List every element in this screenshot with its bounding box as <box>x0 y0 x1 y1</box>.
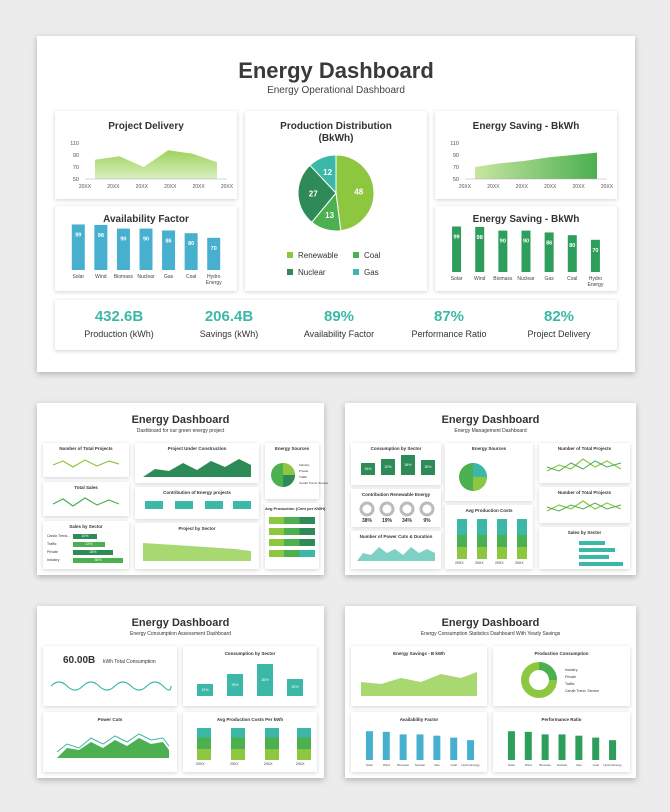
energy-saving-area-chart <box>435 111 617 199</box>
availability-factor-chart <box>55 206 237 291</box>
thumb1-under-construction-card <box>135 443 259 483</box>
thumb2-sales-bar <box>579 541 605 545</box>
thumb1-sector-label: Industry <box>47 558 60 562</box>
thumb2-bar: 36% <box>401 455 415 475</box>
availability-bar-label: 99 <box>75 232 82 239</box>
energy-saving-ytick: 50 <box>452 177 459 183</box>
energy-saving-bar <box>545 232 554 272</box>
thumb1-stack-bar <box>269 550 315 557</box>
legend-gas: Gas <box>353 268 379 277</box>
thumb1-contrib-box <box>175 501 193 509</box>
thumb3-bar: 25% <box>227 674 243 696</box>
energy-saving-ytick: 70 <box>452 165 459 171</box>
thumb4-availability-category: Nuclear <box>414 763 426 767</box>
thumb4-performance-category: Coal <box>592 763 599 767</box>
thumb1-energy-sources-card <box>265 443 329 499</box>
thumb2-energy-sources-card <box>445 443 533 501</box>
pie-slice-label: 48 <box>354 187 364 197</box>
main-slide <box>37 36 635 372</box>
thumb4-card-title: Production Consumption <box>534 651 589 656</box>
thumb2-consumption-card <box>351 443 441 485</box>
thumb2-year: 20XX <box>455 561 464 565</box>
pie-slice-label: 27 <box>308 189 318 199</box>
thumb4-availability-bar <box>383 732 390 760</box>
thumb2-card-title: Energy Sources <box>471 446 507 451</box>
production-pie-chart <box>245 111 427 291</box>
thumb4-source-label: Caruth Trend. Service <box>565 689 600 693</box>
thumb1-project-sector-card <box>135 523 259 569</box>
thumb2-contrib-label: 38% <box>361 518 372 524</box>
thumb1-sales-sector-card <box>43 521 129 569</box>
availability-factor-title: Availability Factor <box>103 214 189 225</box>
energy-saving-category: Nuclear <box>517 276 535 282</box>
thumb2-stack <box>497 519 507 559</box>
thumb1-source-label: Private <box>299 469 309 473</box>
thumb4-availability-bar <box>450 738 457 760</box>
kpi-delivery-value: 82% <box>543 308 575 325</box>
thumb1-contribution-card <box>135 487 259 519</box>
energy-saving-bar <box>522 231 531 272</box>
thumb3-avg-costs-card <box>183 712 317 772</box>
availability-factor-card <box>55 206 237 291</box>
energy-saving-bar-title: Energy Saving - BkWh <box>472 214 580 225</box>
main-subtitle: Energy Operational Dashboard <box>267 85 405 96</box>
thumb2-card-title: Number of Total Projects <box>557 446 612 451</box>
energy-saving-category: Wind <box>474 276 486 282</box>
thumb4-availability-bar <box>467 740 474 760</box>
project-delivery-xtick: 20XX <box>220 184 234 190</box>
thumb3-bar: 20% <box>287 679 303 696</box>
thumb1-sector-label: Traffic <box>47 542 57 546</box>
production-distribution-unit: (BkWh) <box>318 133 354 144</box>
availability-category: Wind <box>95 274 107 280</box>
thumb1-stack-bar <box>269 528 315 535</box>
availability-bar-label: 70 <box>210 245 217 252</box>
kpi-savings-label: Savings (kWh) <box>199 329 259 339</box>
thumb4-title: Energy Dashboard <box>441 617 540 629</box>
thumb1-card-title: Total Sales <box>74 485 98 490</box>
thumb3-bar: 15% <box>197 684 213 696</box>
availability-bar <box>207 238 220 270</box>
thumb3-stack <box>197 728 211 760</box>
thumb1-contrib-box <box>145 501 163 509</box>
thumb2-total-projects-card-2 <box>539 487 630 523</box>
thumb2-subtitle: Energy Management Dashboard <box>454 428 527 434</box>
thumb4-card-title: Availability Factor <box>399 717 439 722</box>
thumb3-year: 20XX <box>296 762 305 766</box>
thumb2-sales-bar <box>579 555 609 559</box>
availability-category: Biomass <box>113 274 134 280</box>
thumb4-subtitle: Energy Consumption Statistics Dashboard With Yearly Savings <box>420 631 561 637</box>
thumb4-availability-category: Wind <box>382 763 390 767</box>
thumb4-availability-bar <box>366 731 373 760</box>
thumb1-card-title: Project Under Construction <box>167 446 227 451</box>
thumb2-card-title: Number of Total Projects <box>557 490 612 495</box>
thumb4-performance-category: Hydro Energy <box>603 763 622 767</box>
availability-category: Gas <box>163 274 174 280</box>
thumbnail-slide-3 <box>37 606 324 778</box>
thumb3-year: 20XX <box>264 762 273 766</box>
thumb4-performance-category: Gas <box>576 763 582 767</box>
thumb1-card-title: Project by Sector <box>178 526 216 531</box>
thumb2-sales-bar <box>579 548 615 552</box>
thumb4-source-label: Industry <box>565 668 578 672</box>
thumb2-stack <box>457 519 467 559</box>
thumb3-power-cuts-card <box>43 712 177 772</box>
thumb3-bar: 36% <box>257 664 273 696</box>
thumb2-sales-bar <box>579 562 623 566</box>
thumb3-year: 20XX <box>230 762 239 766</box>
thumb2-stack <box>517 519 527 559</box>
thumb2-avg-costs-card <box>445 505 533 569</box>
project-delivery-ytick: 50 <box>72 177 79 183</box>
project-delivery-area <box>95 150 217 179</box>
energy-saving-bar-label: 80 <box>569 243 576 250</box>
thumb1-card-title: Sales by Sector <box>69 524 103 529</box>
thumb3-title: Energy Dashboard <box>131 617 230 629</box>
project-delivery-xtick: 20XX <box>78 184 92 190</box>
thumb4-availability-category: Gas <box>434 763 440 767</box>
thumb4-performance-category: Wind <box>524 763 532 767</box>
thumb1-card-title: Contribution of Energy projects <box>163 490 231 495</box>
thumb4-availability-category: Hydro Energy <box>461 763 480 767</box>
thumb4-performance-bar <box>508 731 515 760</box>
availability-bar <box>117 229 130 270</box>
project-delivery-xtick: 20XX <box>192 184 205 190</box>
thumb1-title: Energy Dashboard <box>131 414 230 426</box>
availability-bar-label: 90 <box>142 236 150 243</box>
energy-saving-xtick: 20XX <box>600 184 614 190</box>
thumb4-performance-bar <box>609 740 616 760</box>
thumb2-bar: 20% <box>381 459 395 475</box>
thumb3-stack <box>265 728 279 760</box>
availability-category: Energy <box>205 280 222 286</box>
energy-saving-bar <box>568 235 577 272</box>
thumb1-total-sales-card <box>43 482 129 516</box>
availability-bar-label: 98 <box>97 232 104 239</box>
thumb4-availability-category: Coal <box>450 763 457 767</box>
availability-bar-label: 90 <box>120 236 127 243</box>
thumb2-card-title: Sales by Sector <box>567 530 602 535</box>
energy-saving-category: Biomass <box>493 276 513 282</box>
energy-saving-line-title: Energy Saving - BkWh <box>472 121 580 132</box>
thumb1-stack-bar <box>269 539 315 546</box>
energy-saving-ytick: 110 <box>450 141 459 147</box>
energy-saving-bar <box>498 231 507 272</box>
availability-category: Nuclear <box>137 274 155 280</box>
kpi-row <box>55 300 617 350</box>
thumb1-sector-bar: 35% <box>73 558 123 563</box>
project-delivery-chart <box>55 111 237 199</box>
energy-saving-bar-chart <box>435 206 617 291</box>
thumb3-stack <box>231 728 245 760</box>
thumb1-source-label: Caruth Trend. Service <box>299 481 329 485</box>
thumb1-card-title: Number of Total Projects <box>59 446 113 451</box>
pie-slice-label: 13 <box>325 210 335 220</box>
energy-saving-category: Hydro <box>588 276 603 282</box>
energy-saving-bar-label: 90 <box>522 238 530 245</box>
availability-category: Hydro <box>207 274 221 280</box>
thumb2-stack <box>477 519 487 559</box>
thumb4-performance-category: Nuclear <box>556 763 568 767</box>
energy-saving-bar-label: 98 <box>476 234 483 241</box>
energy-saving-category: Energy <box>587 282 604 288</box>
energy-saving-bar <box>452 226 461 272</box>
production-distribution-card <box>245 111 427 291</box>
thumbnail-slide-2 <box>345 403 636 575</box>
energy-saving-xtick: 20XX <box>487 184 500 190</box>
project-delivery-title: Project Delivery <box>108 121 184 132</box>
production-distribution-title: Production Distribution <box>280 121 392 132</box>
energy-saving-category: Coal <box>567 276 578 282</box>
thumb1-avg-production-card <box>265 503 326 569</box>
energy-saving-category: Solar <box>450 276 463 282</box>
thumb2-bar: 15% <box>361 463 375 475</box>
thumbnail-slide-1 <box>37 403 329 575</box>
energy-saving-xtick: 20XX <box>544 184 557 190</box>
thumb4-availability-bar <box>433 736 440 760</box>
availability-bar-label: 86 <box>165 238 172 245</box>
thumb3-consumption-card <box>183 646 317 706</box>
thumb2-year: 20XX <box>495 561 504 565</box>
thumb2-contrib-label: 19% <box>381 518 392 524</box>
energy-saving-category: Gas <box>544 276 554 282</box>
kpi-availability-label: Availability Factor <box>303 329 375 339</box>
project-delivery-card <box>55 111 237 199</box>
kpi-performance-value: 87% <box>433 308 465 325</box>
thumb3-card-title: Avg Production Costs Per kWh <box>216 717 284 722</box>
thumb3-total-value: 60.00B <box>63 655 96 666</box>
thumb3-card-title: Power Cuts <box>97 717 123 722</box>
thumb4-card-title: Performance Ratio <box>541 717 582 722</box>
thumb4-performance-bar <box>559 734 566 760</box>
thumbnail-slide-4 <box>345 606 636 778</box>
thumb1-sector-label: Cando Trend... <box>47 534 71 538</box>
availability-bar <box>162 230 175 270</box>
thumb1-contrib-box <box>233 501 251 509</box>
project-delivery-xtick: 20XX <box>107 184 120 190</box>
energy-saving-bar-label: 90 <box>499 238 506 245</box>
thumb2-contribution-card <box>351 489 441 527</box>
thumb3-subtitle: Energy Consumption Assessment Dashboard <box>130 631 231 637</box>
thumb4-performance-bar <box>542 734 549 760</box>
kpi-production-label: Production (kWh) <box>84 329 154 339</box>
thumb4-source-label: Private <box>565 675 576 679</box>
kpi-availability-value: 89% <box>323 308 355 325</box>
thumb2-year: 20XX <box>475 561 484 565</box>
legend-nuclear: Nuclear <box>287 268 326 277</box>
thumb4-availability-category: Biomass <box>397 763 409 767</box>
thumb4-performance-category: Solar <box>507 763 515 767</box>
thumb2-bar: 28% <box>421 460 435 475</box>
legend-renewable: Renewable <box>287 251 338 260</box>
legend-coal: Coal <box>353 251 380 260</box>
availability-bar <box>185 233 198 270</box>
energy-saving-xtick: 20XX <box>458 184 472 190</box>
kpi-delivery-label: Project Delivery <box>527 329 591 339</box>
thumb4-performance-card <box>493 712 630 772</box>
thumb4-availability-bar <box>417 734 424 760</box>
availability-category: Solar <box>72 274 85 280</box>
thumb1-card-title: Avg Production (Cent per KWH) <box>265 506 326 511</box>
kpi-performance-label: Performance Ratio <box>411 329 487 339</box>
thumb2-total-projects-card-1 <box>539 443 630 483</box>
energy-saving-xtick: 20XX <box>572 184 585 190</box>
energy-saving-area <box>475 153 597 179</box>
thumb1-sector-bar: 28% <box>73 550 113 555</box>
energy-saving-ytick: 90 <box>452 153 459 159</box>
thumb4-availability-category: Solar <box>365 763 373 767</box>
project-delivery-ytick: 70 <box>72 165 79 171</box>
thumb4-performance-category: Biomass <box>539 763 551 767</box>
thumb1-sector-bar: 22% <box>73 542 105 547</box>
thumb2-card-title: Avg Production Costs <box>465 508 513 513</box>
thumb4-performance-bar <box>592 738 599 760</box>
thumb3-card-title: Consumption by Sector <box>224 651 276 656</box>
availability-bar <box>140 229 153 270</box>
project-delivery-xtick: 20XX <box>135 184 148 190</box>
energy-saving-bar-label: 86 <box>546 240 553 247</box>
energy-saving-line-card <box>435 111 617 199</box>
thumb3-stack <box>297 728 311 760</box>
thumb4-card-title: Energy Savings - B kWh <box>393 651 445 656</box>
thumb1-subtitle: Dashboard for our green energy project <box>136 428 225 434</box>
thumb4-availability-card <box>351 712 487 772</box>
energy-saving-bar-label: 99 <box>453 234 460 241</box>
thumb3-total-consumption-card <box>43 646 177 706</box>
availability-bar-label: 80 <box>188 241 195 248</box>
thumb2-sales-sector-card <box>539 527 630 569</box>
thumb4-performance-bar <box>525 732 532 760</box>
thumb1-total-projects-card <box>43 443 129 477</box>
thumb2-card-title: Number of Power Cuts & Duration <box>359 534 433 539</box>
thumb2-contrib-label: 9% <box>423 518 431 524</box>
thumb1-source-label: Traffic <box>299 475 308 479</box>
availability-bar <box>72 224 85 270</box>
main-title: Energy Dashboard <box>238 58 434 83</box>
thumb4-availability-bar <box>400 734 407 760</box>
availability-bar <box>94 225 107 270</box>
project-delivery-xtick: 20XX <box>164 184 177 190</box>
thumb2-contrib-label: 34% <box>401 518 412 524</box>
kpi-savings-value: 206.4B <box>204 308 254 325</box>
thumb4-production-card <box>493 646 630 706</box>
thumb1-card-title: Energy Sources <box>274 446 310 451</box>
thumb1-sector-bar: 10% <box>73 534 97 539</box>
thumb2-card-title: Consumption by Sector <box>370 446 422 451</box>
energy-saving-bar-label: 70 <box>592 247 599 254</box>
thumb1-stack-bar <box>269 517 315 524</box>
project-delivery-ytick: 110 <box>70 141 79 147</box>
pie-slice-label: 12 <box>323 167 333 177</box>
thumb4-savings-card <box>351 646 487 706</box>
project-delivery-ytick: 90 <box>72 153 79 159</box>
energy-saving-xtick: 20XX <box>515 184 528 190</box>
thumb1-contrib-box <box>205 501 223 509</box>
kpi-production-value: 432.6B <box>94 308 144 325</box>
thumb2-power-cuts-card <box>351 531 441 569</box>
energy-saving-bar <box>475 227 484 272</box>
thumb4-performance-bar <box>575 736 582 760</box>
thumb1-source-label: Industry <box>299 463 310 467</box>
thumb2-year: 20XX <box>515 561 524 565</box>
energy-saving-bar <box>591 240 600 272</box>
thumb1-sector-label: Private <box>47 550 58 554</box>
thumb3-year: 20XX <box>196 762 205 766</box>
thumb2-card-title: Contribution Renewable Energy <box>361 492 431 497</box>
energy-saving-bar-card <box>435 206 617 291</box>
availability-category: Coal <box>185 274 197 280</box>
thumb2-title: Energy Dashboard <box>441 414 540 426</box>
thumb3-total-label: kWh Total Consumption <box>103 659 156 665</box>
thumb4-source-label: Traffic <box>565 682 575 686</box>
